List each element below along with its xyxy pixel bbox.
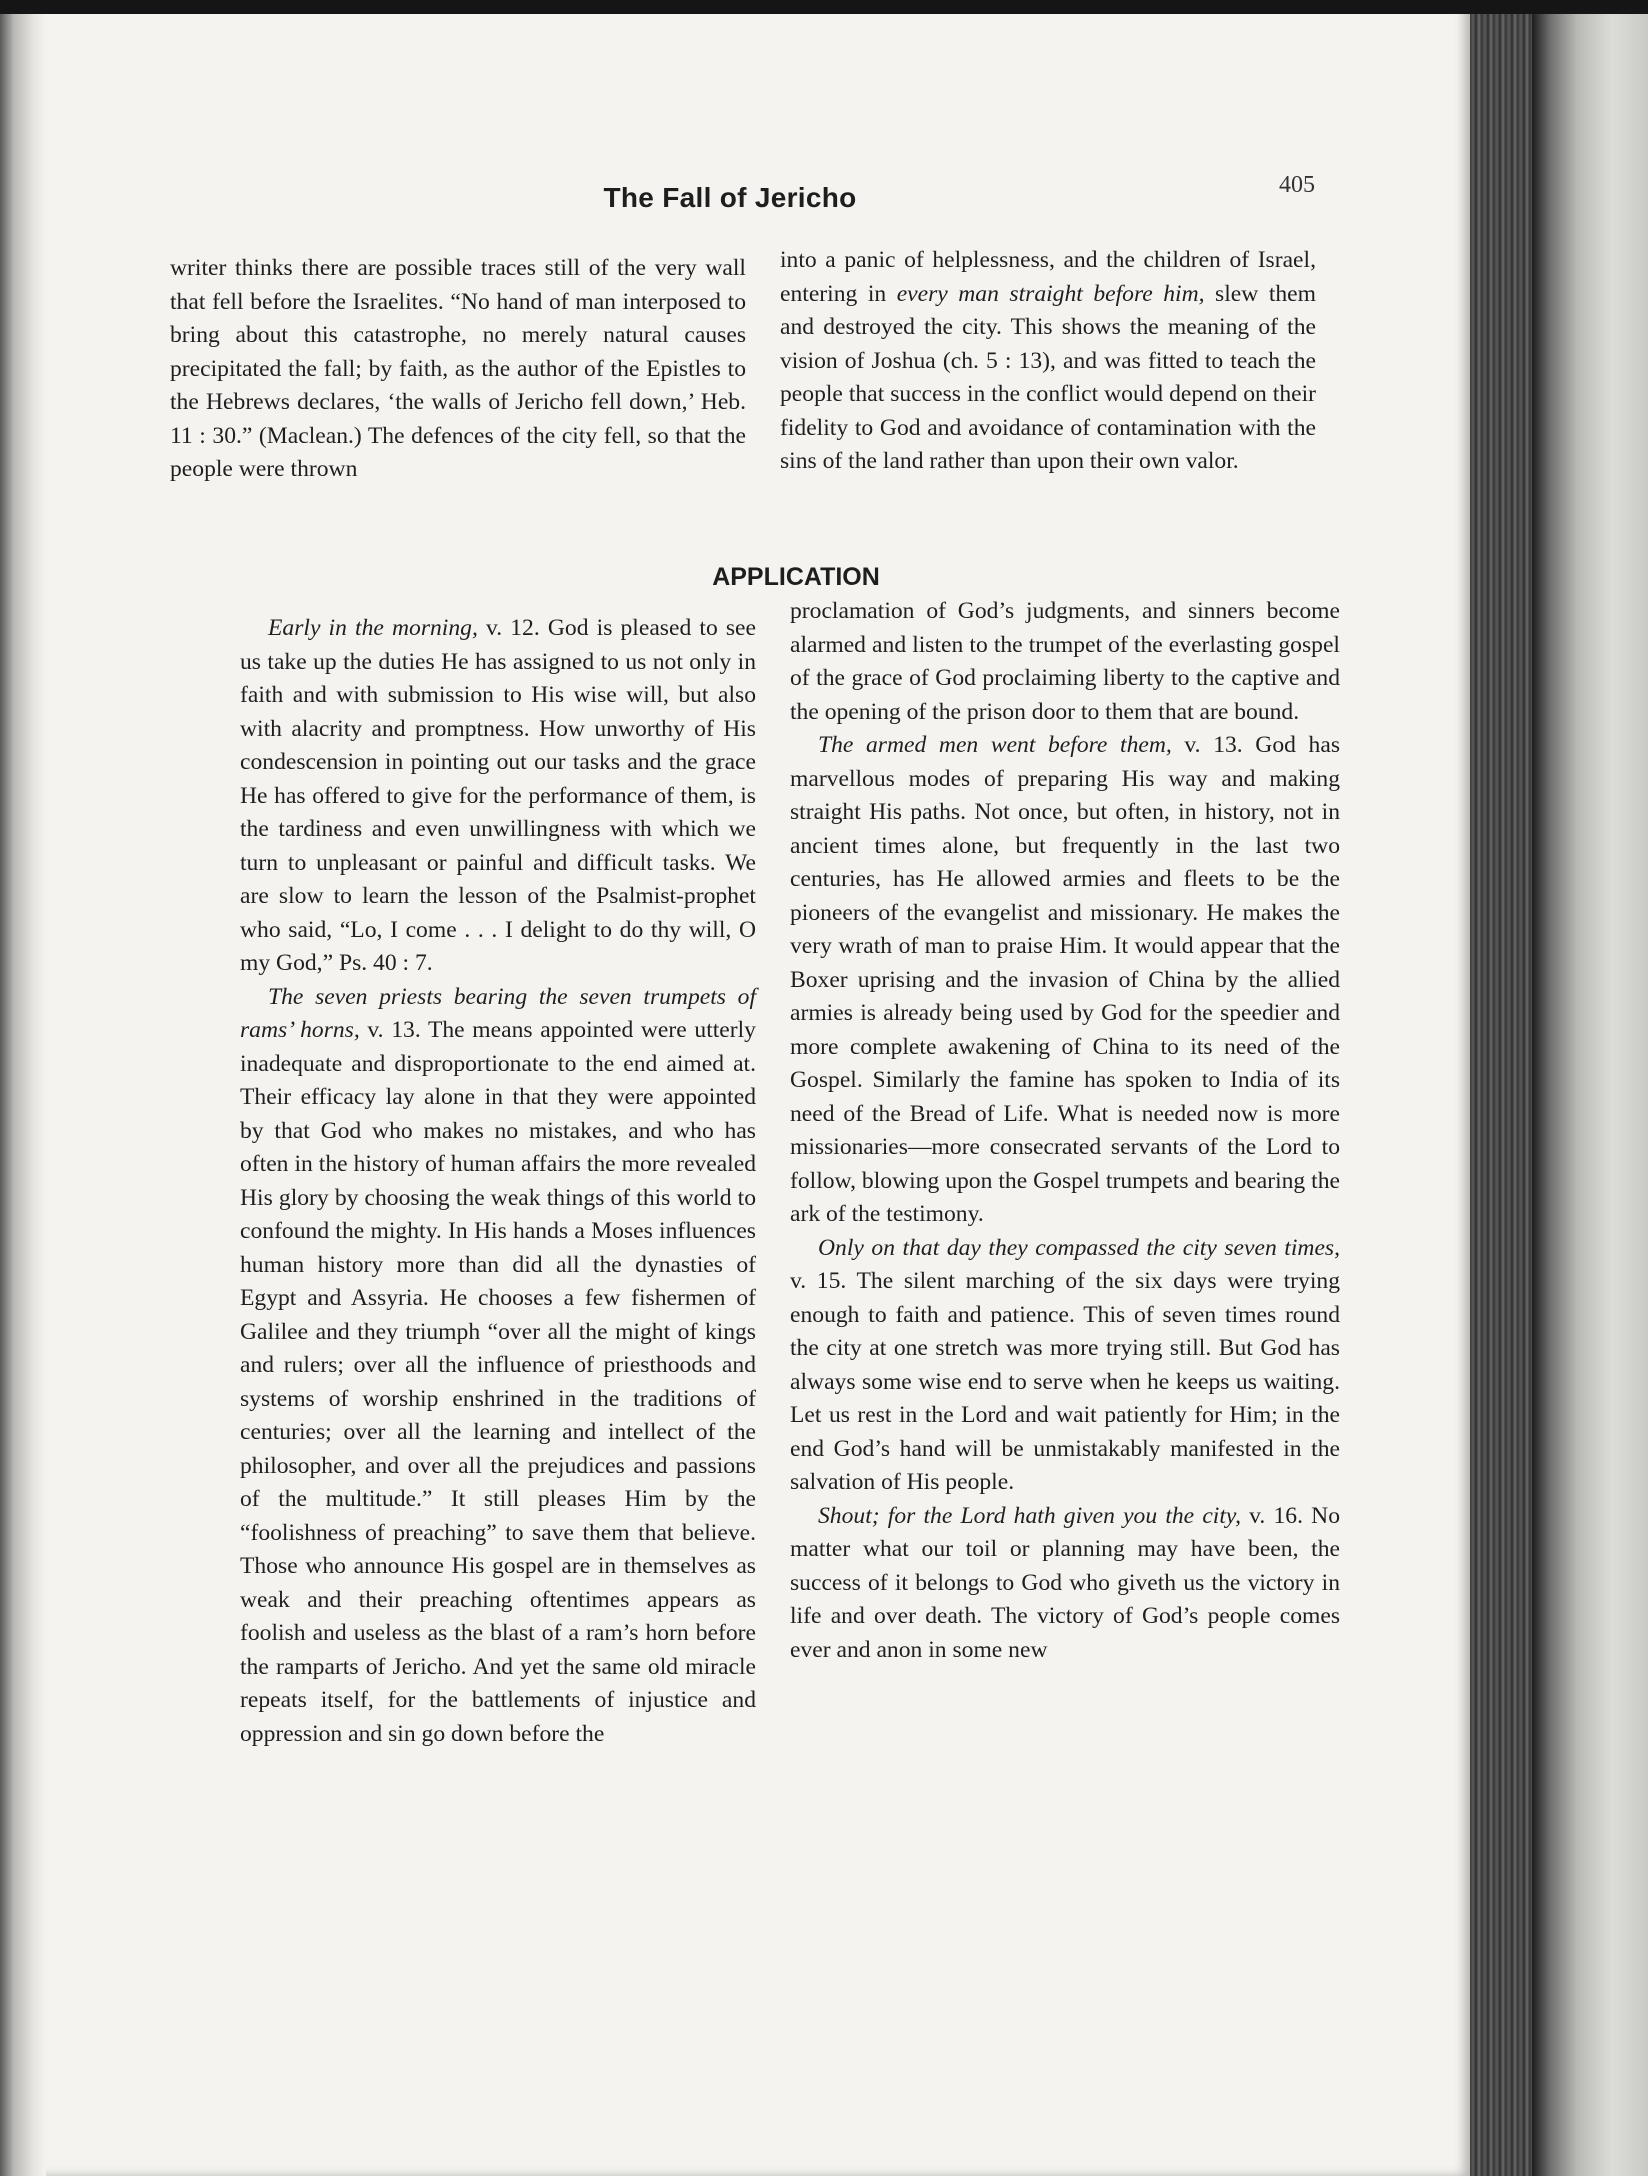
running-title: The Fall of Jericho <box>603 182 857 213</box>
top-right-column <box>780 244 1316 479</box>
paragraph-text: v. 13. The means appointed were utterly inadequate and disproportionate to the end aimed at. Their efficacy lay alone in that they were appointed by that God who makes no mistakes, and who has often in the history of human affairs the more revealed His glory by choosing the weak things of this world to confound the mighty. In His hands a Moses influences human history more than did all the dynasties of Egypt and Assyria. He chooses a few fishermen of Galilee and they triumph “over all the might of kings and rulers; over all the influence of priesthoods and systems of worship enshrined in the traditions of centuries; over all the learning and intellect of the philosopher, and over all the prejudices and passions of the multitude.” It still pleases Him by the “foolishness of preaching” to save them that believe. Those who announce His gospel are in themselves as weak and their preaching oftentimes appears as foolish and useless as the blast of a ram’s horn before the ramparts of Jericho. And yet the same old miracle repeats itself, for the battlements of injustice and oppression and sin go down before the <box>240 1017 756 1747</box>
paragraph-lead: Shout; for the Lord hath given you the city, <box>818 1502 1241 1529</box>
paragraph-text: into a panic of helplessness, and the children of Israel, entering in <box>780 247 1316 307</box>
paragraph <box>790 595 1340 729</box>
paragraph <box>240 612 756 981</box>
paragraph-text: v. 16. No matter what our toil or planning may have been, the success of it belongs to God who giveth us the victory in life and over death. The victory of God’s people comes ever and anon in some new <box>790 1502 1341 1663</box>
paragraph-lead: Early in the morning, <box>268 615 478 641</box>
paragraph-lead: The seven priests bearing the seven trumpets of rams’ horns, <box>240 983 756 1043</box>
paragraph-lead: The armed men went before them, <box>818 732 1172 758</box>
scan-top-border <box>0 0 1648 14</box>
book-spine <box>1532 14 1648 2176</box>
paragraph-text: v. 13. God has marvellous modes of preparing His way and making straight His paths. Not once, but often, in history, not in ancient times alone, but frequently in the last two centuries, has He allowed armies and fleets to be the pioneers of the evangelist and missionary. He makes the very wrath of man to praise Him. It would appear that the Boxer uprising and the invasion of China by the allied armies is already being used by God for the speedier and more complete awakening of China to its need of the Gospel. Similarly the famine has spoken to India of its need of the Bread of Life. What is needed now is more missionaries—more consecrated servants of the Lord to follow, blowing upon the Gospel trumpets and bearing the ark of the testimony. <box>790 732 1340 1227</box>
paragraph <box>790 1232 1340 1500</box>
emphasis-text: every man straight before him, <box>896 280 1205 307</box>
top-left-column <box>170 252 746 487</box>
page-left-shadow <box>0 0 46 2176</box>
application-right-column <box>790 595 1340 1667</box>
paragraph-text: proclamation of God’s judgments, and sinners become alarmed and listen to the trumpet of the everlasting gospel of the grace of God proclaiming liberty to the captive and the opening of the prison door to them that are bound. <box>790 598 1340 725</box>
paragraph-text: slew them and destroyed the city. This shows the meaning of the vision of Joshua (ch. 5 : 13), and was fitted to teach the people that success in the conflict would depend on their fidelity to God and avoidance of contamination with the sins of the land rather than upon their own valor. <box>780 280 1316 474</box>
paragraph <box>780 244 1316 479</box>
paragraph-lead: Only on that day they compassed the city seven times, <box>818 1234 1340 1261</box>
book-gutter <box>1470 14 1532 2176</box>
paragraph-text: v. 12. God is pleased to see us take up the duties He has assigned to us not only in faith and with submission to His wise will, but also with alacrity and promptness. How unworthy of His condescension in pointing out our tasks and the grace He has offered to give for the performance of them, is the tardiness and even unwillingness with which we turn to unpleasant or painful and difficult tasks. We are slow to learn the lesson of the Psalmist-prophet who said, “Lo, I come . . . I delight to do thy will, O my God,” Ps. 40 : 7. <box>240 615 756 976</box>
paragraph-text: v. 15. The silent marching of the six days were trying enough to faith and patience. This of seven times round the city at one stretch was more trying still. But God has always some wise end to serve when he keeps us waiting. Let us rest in the Lord and wait patiently for Him; in the end God’s hand will be unmistakably manifested in the salvation of His people. <box>790 1268 1340 1495</box>
section-heading: APPLICATION <box>712 563 880 591</box>
paragraph: writer thinks there are possible traces still of the very wall that fell before the Israelites. “No hand of man interposed to bring about this catastrophe, no merely natural causes precipitated the fall; by faith, as the author of the Epistles to the Hebrews declares, ‘the walls of Jericho fell down,’ Heb. 11 : 30.” (Maclean.) The defences of the city fell, so that the people were thrown <box>170 255 746 482</box>
page-number: 405 <box>1279 172 1315 198</box>
application-left-column <box>240 612 756 1751</box>
paragraph <box>790 1500 1340 1668</box>
paragraph <box>790 729 1340 1232</box>
paragraph <box>240 981 756 1752</box>
